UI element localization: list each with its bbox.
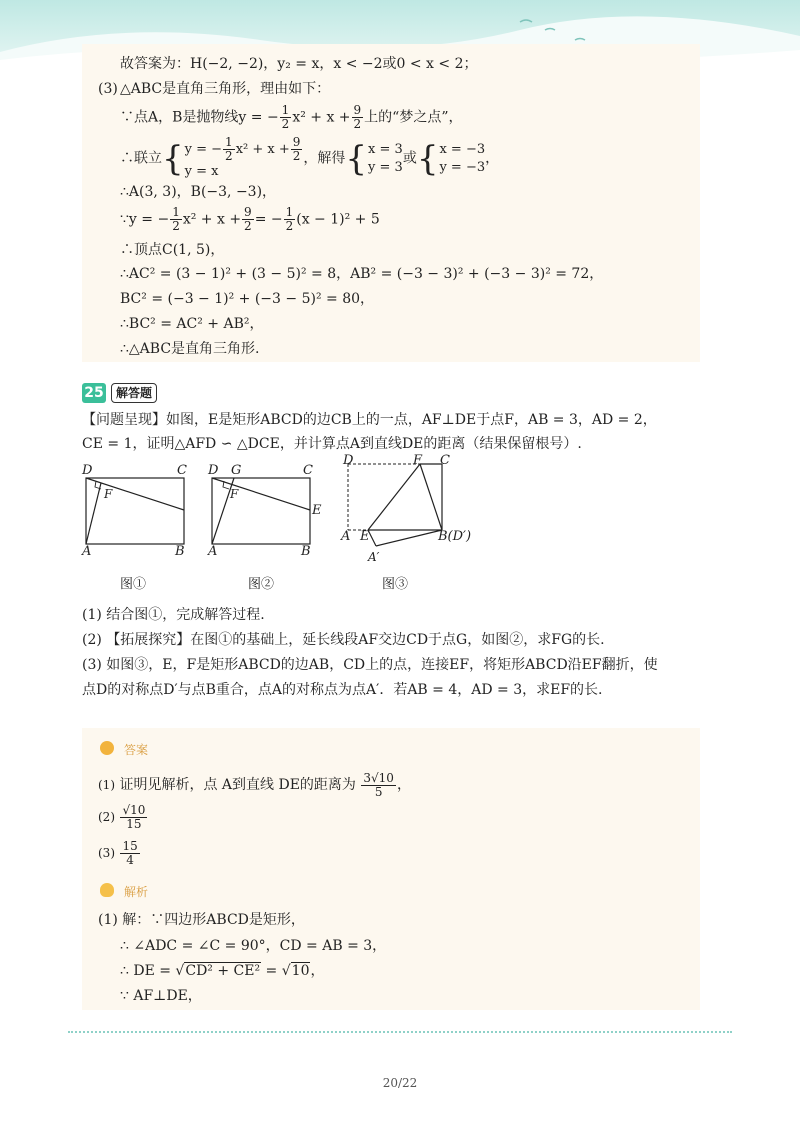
fig1-label-F: F [104,487,113,501]
solution-line-vertex-form: ∵y = − $\frac{1}{2}$ x² + x + $\frac{9}{2}$ = − $\frac{1}{2}$ (x − 1)² + 5 [120,205,380,233]
fig3-label-B: B(D′) [438,529,472,544]
analysis-line-3: ∴ DE = √CD² + CE² = √10， [120,963,325,979]
fig3-label-A: A [341,529,351,544]
fig3-label-F: F [413,453,423,468]
solution-line-conclusion: ∴△ABC是直角三角形. [120,341,260,357]
solution-line-ac: ∴AC² = (3 − 1)² + (3 − 5)² = 8，AB² = (−3 − 3)² + (−3 − 3)² = 72， [120,266,604,282]
question-stem-line1: 【问题呈现】如图，E是矩形ABCD的边CB上的一点，AF⊥DE于点F，AB = 3，AD = 2， [82,412,657,428]
footer-divider [68,1031,732,1033]
fig3-caption: 图③ [382,577,409,592]
sub-question-3-line2: 点D的对称点D′与点B重合，点A的对称点为点A′．若AB = 4，AD = 3，求EF的长. [82,682,603,698]
sub-question-2: (2) 【拓展探究】在图①的基础上，延长线段AF交边CD于点G，如图②，求FG的长. [82,632,605,648]
analysis-tag: 解析 [124,885,149,899]
solution-line-AB: ∴A(3, 3)，B(−3, −3)， [120,184,277,200]
answer-2: (2) $\frac{√10}{15}$ [98,802,146,831]
solution-line-sum: ∴BC² = AC² + AB²， [120,316,264,332]
sub-question-3-line1: (3) 如图③，E，F是矩形ABCD的边AB，CD上的点，连接EF，将矩形ABCD沿EF翻折，使 [82,657,658,673]
solution-line-dream-points: ∵点A，B是抛物线y = − $\frac{1}{2}$ x² + x + $\frac{9}{2}$ 上的“梦之点”， [120,103,463,131]
solution-part3-head: △ABC是直角三角形，理由如下： [120,81,331,97]
fig2-label-D: D [208,463,219,478]
fig2-label-F: F [230,487,239,501]
question-stem-line2: CE = 1，证明△AFD ∽ △DCE，并计算点A到直线DE的距离（结果保留根号）. [82,436,582,452]
figure-3 [336,450,466,570]
fig1-label-A: A [82,544,92,559]
analysis-bulb-icon [100,883,114,897]
analysis-line-1: (1) 解：∵四边形ABCD是矩形， [98,912,305,928]
fig3-label-C: C [440,453,450,468]
fig1-label-D: D [82,463,93,478]
fig2-caption: 图② [248,577,275,592]
sub-question-1: (1) 结合图①，完成解答过程. [82,607,265,623]
fig3-label-A-prime: A′ [368,550,380,564]
question-number-badge: 25 [82,383,106,403]
solution-line-vertex: ∴顶点C(1, 5)， [120,242,225,258]
fig3-label-E: E [360,529,370,544]
fig3-label-D: D [343,453,354,468]
fig2-label-G: G [231,463,242,478]
question-type-badge: 解答题 [111,383,157,403]
solution-line-bc: BC² = (−3 − 1)² + (−3 − 5)² = 80， [120,291,375,307]
fig2-label-E: E [312,503,322,518]
page-number: 20/22 [382,1076,418,1090]
answer-check-icon [100,741,114,755]
solution-line-answer: 故答案为：H(−2, −2)，y₂ = x，x < −2或0 < x < 2； [120,56,478,72]
fig1-label-B: B [175,544,185,559]
solution-line-system: ∴联立{ y = − $\frac{1}{2}$ x² + x + $\frac{9}{2}$ y = x ，解得{ x = 3 y = 3 或{ x = −3 y = −3 ， [120,135,500,179]
solution-part3-label: (3) [98,81,118,97]
answer-tag: 答案 [124,743,149,757]
analysis-line-4: ∵ AF⊥DE， [120,988,202,1004]
fig1-label-C: C [177,463,187,478]
fig2-label-A: A [208,544,218,559]
analysis-line-2: ∴ ∠ADC = ∠C = 90°，CD = AB = 3， [120,938,387,954]
answer-1: (1) 证明见解析，点 A到直线 DE的距离为 $\frac{3√10}{5}$ ， [98,770,411,799]
fig2-label-C: C [303,463,313,478]
fig2-label-B: B [301,544,311,559]
answer-3: (3) $\frac{15}{4}$ [98,838,138,867]
fig1-caption: 图① [120,577,147,592]
